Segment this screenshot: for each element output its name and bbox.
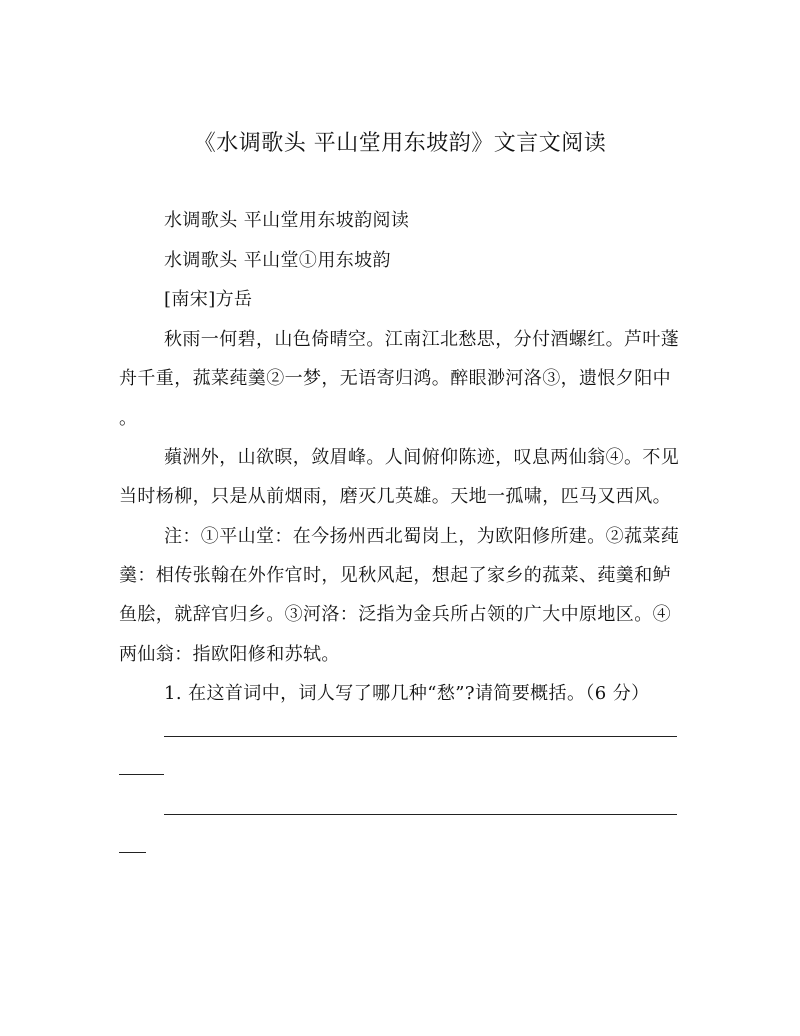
section-heading: 水调歌头 平山堂用东坡韵阅读 bbox=[164, 210, 410, 231]
stanza1-line1: 秋雨一何碧，山色倚晴空。江南江北愁思，分付酒螺红。芦叶蓬 bbox=[164, 329, 680, 350]
stanza1-line2: 舟千重，菰菜莼羹②一梦，无语寄归鸿。醉眼渺河洛③，遗恨夕阳中 bbox=[119, 368, 671, 389]
notes-line3: 鱼脍，就辞官归乡。③河洛：泛指为金兵所占领的广大中原地区。④ bbox=[119, 604, 671, 625]
poem-author: [南宋]方岳 bbox=[164, 289, 253, 310]
stanza2-line2: 当时杨柳，只是从前烟雨，磨灭几英雄。天地一孤啸，匹马又西风。 bbox=[119, 486, 671, 507]
stanza2-line1: 蘋洲外，山欲暝，敛眉峰。人间俯仰陈迹，叹息两仙翁④。不见 bbox=[164, 447, 680, 468]
document-title: 《水调歌头 平山堂用东坡韵》文言文阅读 bbox=[193, 131, 607, 156]
answer-line-2b bbox=[119, 852, 146, 853]
stanza1-line3: 。 bbox=[119, 408, 138, 429]
answer-line-1b bbox=[119, 774, 164, 775]
question-1: 1. 在这首词中，词人写了哪几种“愁”?请简要概括。（6 分） bbox=[164, 683, 650, 704]
poem-title: 水调歌头 平山堂①用东坡韵 bbox=[164, 250, 391, 271]
notes-line1: 注：①平山堂：在今扬州西北蜀岗上，为欧阳修所建。②菰菜莼 bbox=[164, 526, 680, 547]
notes-line2: 羹：相传张翰在外作官时，见秋风起，想起了家乡的菰菜、莼羹和鲈 bbox=[119, 565, 671, 586]
answer-line-1a bbox=[164, 736, 677, 737]
notes-line4: 两仙翁：指欧阳修和苏轼。 bbox=[119, 644, 340, 665]
answer-line-2a bbox=[164, 814, 677, 815]
